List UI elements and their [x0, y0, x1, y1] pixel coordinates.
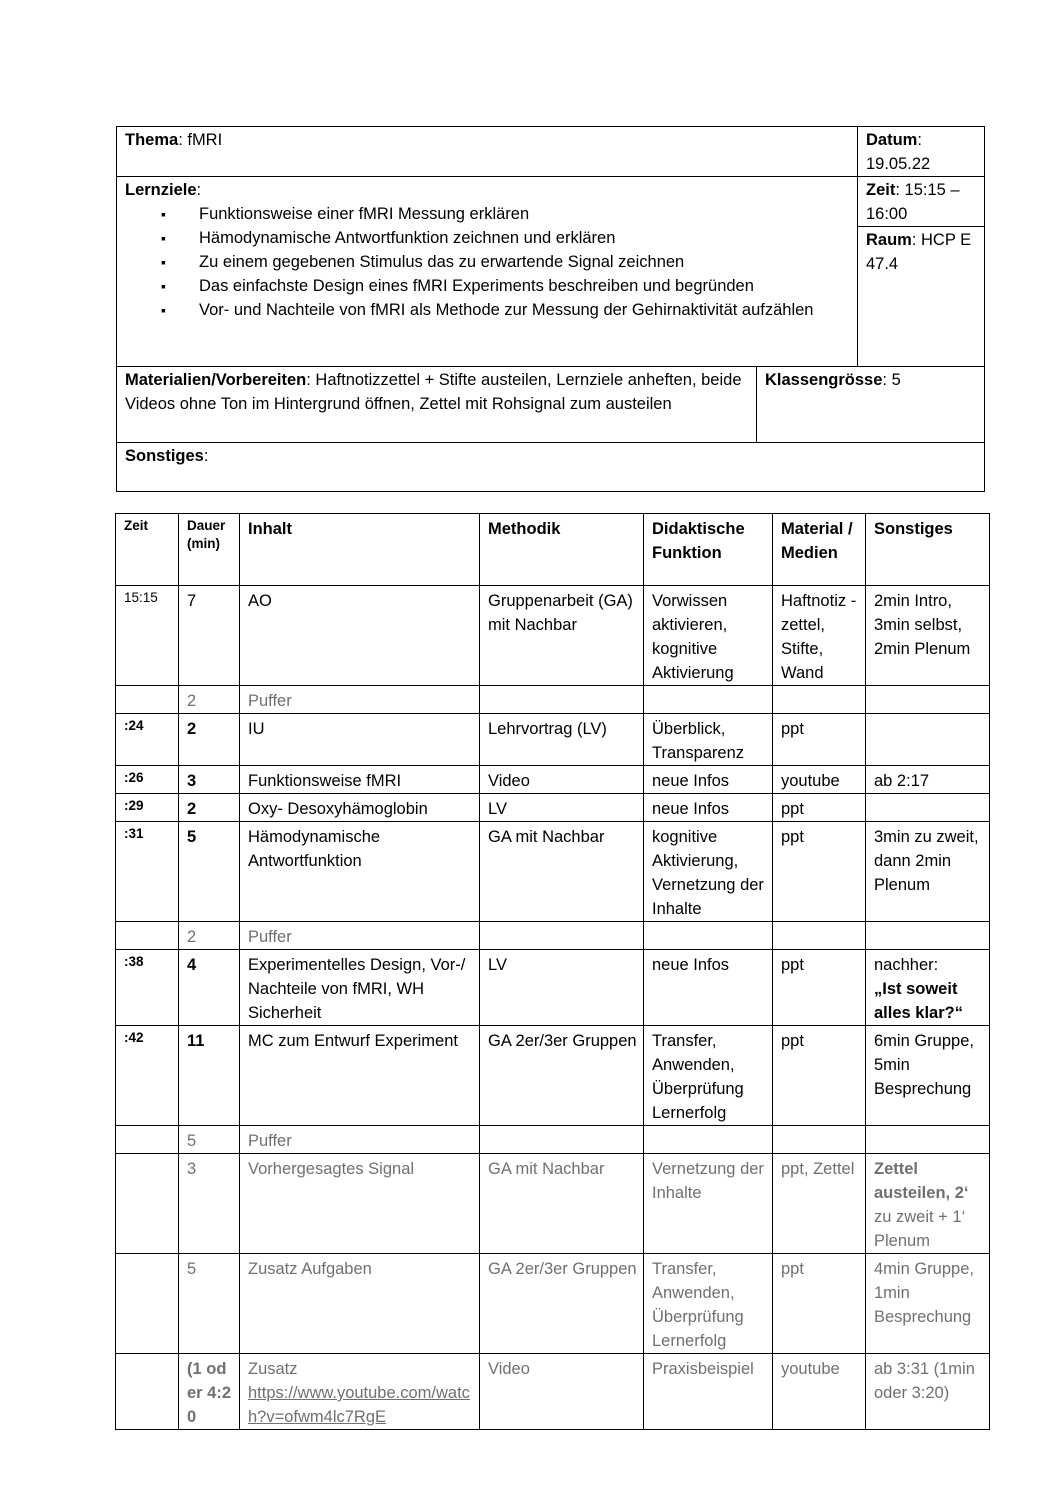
thema-cell — [117, 127, 858, 177]
table-row — [116, 586, 990, 686]
cell-dauer: 5 — [179, 1254, 240, 1354]
cell-sonstiges — [866, 922, 990, 950]
table-header-row — [116, 514, 990, 586]
lernziel-item: ▪ Vor- und Nachteile von fMRI als Methode zur Messung der Gehirnaktivität aufzählen — [161, 298, 849, 322]
cell-material — [773, 922, 866, 950]
cell-dauer: 11 — [179, 1026, 240, 1126]
raum-value: : HCP E 47.4 — [866, 231, 972, 273]
table-row — [116, 794, 990, 822]
cell-funktion — [644, 686, 773, 714]
cell-sonstiges — [866, 1154, 990, 1254]
col-header-dauer: Dauer (min) — [179, 514, 240, 586]
cell-zeit — [116, 1354, 179, 1430]
material-label: Materialien/Vorbereiten — [125, 371, 307, 389]
table-row — [116, 1126, 990, 1154]
zeit-value: : 15:15 – 16:00 — [866, 181, 960, 223]
col-header-funktion: Didaktische Funktion — [644, 514, 773, 586]
cell-funktion: Transfer, Anwenden, Überprüfung Lernerfolg — [644, 1026, 773, 1126]
cell-sonstiges: ab 2:17 — [866, 766, 990, 794]
cell-zeit — [116, 686, 179, 714]
sonstiges-text: nachher: — [874, 956, 939, 974]
table-row — [116, 714, 990, 766]
cell-inhalt: Oxy- Desoxyhämoglobin — [240, 794, 480, 822]
cell-dauer: 2 — [179, 922, 240, 950]
sonstiges-text: zu zweit + 1‘ Plenum — [874, 1208, 966, 1250]
cell-zeit — [116, 1254, 179, 1354]
cell-dauer: 2 — [179, 794, 240, 822]
cell-dauer: 3 — [179, 766, 240, 794]
cell-funktion: Vorwissen aktivieren, kognitive Aktivierung — [644, 586, 773, 686]
cell-funktion: kognitive Aktivierung, Vernetzung der Inhalte — [644, 822, 773, 922]
cell-zeit: :24 — [116, 714, 179, 766]
cell-sonstiges: ab 3:31 (1min oder 3:20) — [866, 1354, 990, 1430]
cell-dauer: (1 oder 4:20 — [179, 1354, 240, 1430]
cell-inhalt: Puffer — [240, 686, 480, 714]
cell-zeit: :31 — [116, 822, 179, 922]
cell-material: ppt — [773, 822, 866, 922]
inhalt-text: Zusatz — [248, 1360, 298, 1378]
cell-inhalt: AO — [240, 586, 480, 686]
cell-methodik — [480, 922, 644, 950]
cell-methodik: LV — [480, 794, 644, 822]
cell-inhalt: IU — [240, 714, 480, 766]
cell-zeit: 15:15 — [116, 586, 179, 686]
lernziele-colon: : — [196, 181, 202, 199]
lernziel-item: ▪ Funktionsweise einer fMRI Messung erklären — [161, 202, 849, 226]
thema-label: Thema — [125, 131, 179, 149]
cell-methodik: GA mit Nachbar — [480, 822, 644, 922]
col-header-zeit: Zeit — [116, 514, 179, 586]
col-header-material: Material / Medien — [773, 514, 866, 586]
cell-dauer: 3 — [179, 1154, 240, 1254]
cell-methodik: GA mit Nachbar — [480, 1154, 644, 1254]
cell-zeit — [116, 1126, 179, 1154]
zeit-cell — [858, 177, 985, 227]
cell-dauer: 4 — [179, 950, 240, 1026]
cell-zeit — [116, 1154, 179, 1254]
cell-dauer: 7 — [179, 586, 240, 686]
cell-material: youtube — [773, 766, 866, 794]
cell-funktion — [644, 1126, 773, 1154]
cell-zeit: :26 — [116, 766, 179, 794]
cell-dauer: 2 — [179, 686, 240, 714]
cell-inhalt: Vorhergesagtes Signal — [240, 1154, 480, 1254]
cell-funktion: Überblick, Transparenz — [644, 714, 773, 766]
datum-value: : 19.05.22 — [866, 131, 931, 173]
sonstiges-colon: : — [203, 447, 209, 465]
cell-methodik: GA 2er/3er Gruppen — [480, 1026, 644, 1126]
lernziele-label: Lernziele — [125, 181, 197, 199]
cell-sonstiges: 4min Gruppe, 1min Besprechung — [866, 1254, 990, 1354]
cell-sonstiges — [866, 950, 990, 1026]
cell-funktion: neue Infos — [644, 766, 773, 794]
klassen-cell — [757, 367, 985, 443]
cell-zeit: :42 — [116, 1026, 179, 1126]
cell-material — [773, 686, 866, 714]
col-header-sonstiges: Sonstiges — [866, 514, 990, 586]
sonstiges-cell — [117, 443, 985, 492]
cell-sonstiges: 6min Gruppe, 5min Besprechung — [866, 1026, 990, 1126]
raum-label: Raum — [866, 231, 912, 249]
cell-material: ppt — [773, 1026, 866, 1126]
cell-methodik: Gruppenarbeit (GA) mit Nachbar — [480, 586, 644, 686]
lesson-header-table — [116, 126, 985, 492]
cell-inhalt: Puffer — [240, 922, 480, 950]
cell-inhalt: Puffer — [240, 1126, 480, 1154]
table-row — [116, 1354, 990, 1430]
lernziele-list — [125, 202, 849, 322]
lesson-plan-table — [115, 513, 990, 1430]
lernziele-cell — [117, 177, 858, 367]
cell-funktion: neue Infos — [644, 950, 773, 1026]
cell-sonstiges — [866, 686, 990, 714]
lernziel-item: ▪ Zu einem gegebenen Stimulus das zu erwartende Signal zeichnen — [161, 250, 849, 274]
zeit-label: Zeit — [866, 181, 896, 199]
cell-methodik: GA 2er/3er Gruppen — [480, 1254, 644, 1354]
cell-inhalt: Zusatz Aufgaben — [240, 1254, 480, 1354]
cell-material — [773, 1126, 866, 1154]
cell-inhalt: Hämodynamische Antwortfunktion — [240, 822, 480, 922]
cell-zeit: :38 — [116, 950, 179, 1026]
sonstiges-bold-text: „Ist soweit alles klar?“ — [874, 980, 963, 1022]
cell-dauer: 2 — [179, 714, 240, 766]
klassen-label: Klassengrösse — [765, 371, 883, 389]
thema-value: : fMRI — [178, 131, 223, 149]
cell-zeit: :29 — [116, 794, 179, 822]
col-header-methodik: Methodik — [480, 514, 644, 586]
cell-sonstiges: 3min zu zweit, dann 2min Plenum — [866, 822, 990, 922]
cell-funktion — [644, 922, 773, 950]
cell-material: ppt — [773, 1254, 866, 1354]
cell-inhalt: Experimentelles Design, Vor-/ Nachteile von fMRI, WH Sicherheit — [240, 950, 480, 1026]
cell-funktion: Praxisbeispiel — [644, 1354, 773, 1430]
cell-sonstiges — [866, 1126, 990, 1154]
cell-inhalt: Funktionsweise fMRI — [240, 766, 480, 794]
cell-material: ppt — [773, 950, 866, 1026]
table-row — [116, 950, 990, 1026]
table-row — [116, 1026, 990, 1126]
cell-sonstiges — [866, 794, 990, 822]
lernziel-item: ▪ Hämodynamische Antwortfunktion zeichnen und erklären — [161, 226, 849, 250]
cell-methodik — [480, 1126, 644, 1154]
cell-funktion: neue Infos — [644, 794, 773, 822]
datum-label: Datum — [866, 131, 918, 149]
datum-cell — [858, 127, 985, 177]
table-row — [116, 766, 990, 794]
cell-funktion: Transfer, Anwenden, Überprüfung Lernerfolg — [644, 1254, 773, 1354]
material-value: : Haftnotizzettel + Stifte austeilen, Lernziele anheften, beide Videos ohne Ton im Hintergrund öffnen, Zettel mit Rohsignal zum austeilen — [125, 371, 742, 413]
sonstiges-bold-text: Zettel austeilen, 2‘ — [874, 1160, 969, 1202]
cell-dauer: 5 — [179, 822, 240, 922]
cell-sonstiges: 2min Intro, 3min selbst, 2min Plenum — [866, 586, 990, 686]
table-row — [116, 1154, 990, 1254]
cell-methodik: Lehrvortrag (LV) — [480, 714, 644, 766]
cell-methodik: Video — [480, 1354, 644, 1430]
cell-sonstiges — [866, 714, 990, 766]
table-row — [116, 922, 990, 950]
cell-material: ppt, Zettel — [773, 1154, 866, 1254]
table-row — [116, 822, 990, 922]
cell-material: ppt — [773, 714, 866, 766]
lernziel-item: ▪ Das einfachste Design eines fMRI Experiments beschreiben und begründen — [161, 274, 849, 298]
cell-methodik — [480, 686, 644, 714]
raum-cell — [858, 227, 985, 367]
cell-zeit — [116, 922, 179, 950]
cell-dauer: 5 — [179, 1126, 240, 1154]
klassen-value: : 5 — [882, 371, 901, 389]
material-cell — [117, 367, 757, 443]
cell-funktion: Vernetzung der Inhalte — [644, 1154, 773, 1254]
cell-inhalt — [240, 1354, 480, 1430]
cell-material: youtube — [773, 1354, 866, 1430]
col-header-inhalt: Inhalt — [240, 514, 480, 586]
table-row — [116, 686, 990, 714]
cell-inhalt: MC zum Entwurf Experiment — [240, 1026, 480, 1126]
cell-material: Haftnotiz -zettel, Stifte, Wand — [773, 586, 866, 686]
cell-material: ppt — [773, 794, 866, 822]
youtube-link[interactable]: https://www.youtube.com/watch?v=ofwm4lc7RgE — [248, 1384, 470, 1426]
sonstiges-label: Sonstiges — [125, 447, 204, 465]
table-row — [116, 1254, 990, 1354]
cell-methodik: LV — [480, 950, 644, 1026]
cell-methodik: Video — [480, 766, 644, 794]
